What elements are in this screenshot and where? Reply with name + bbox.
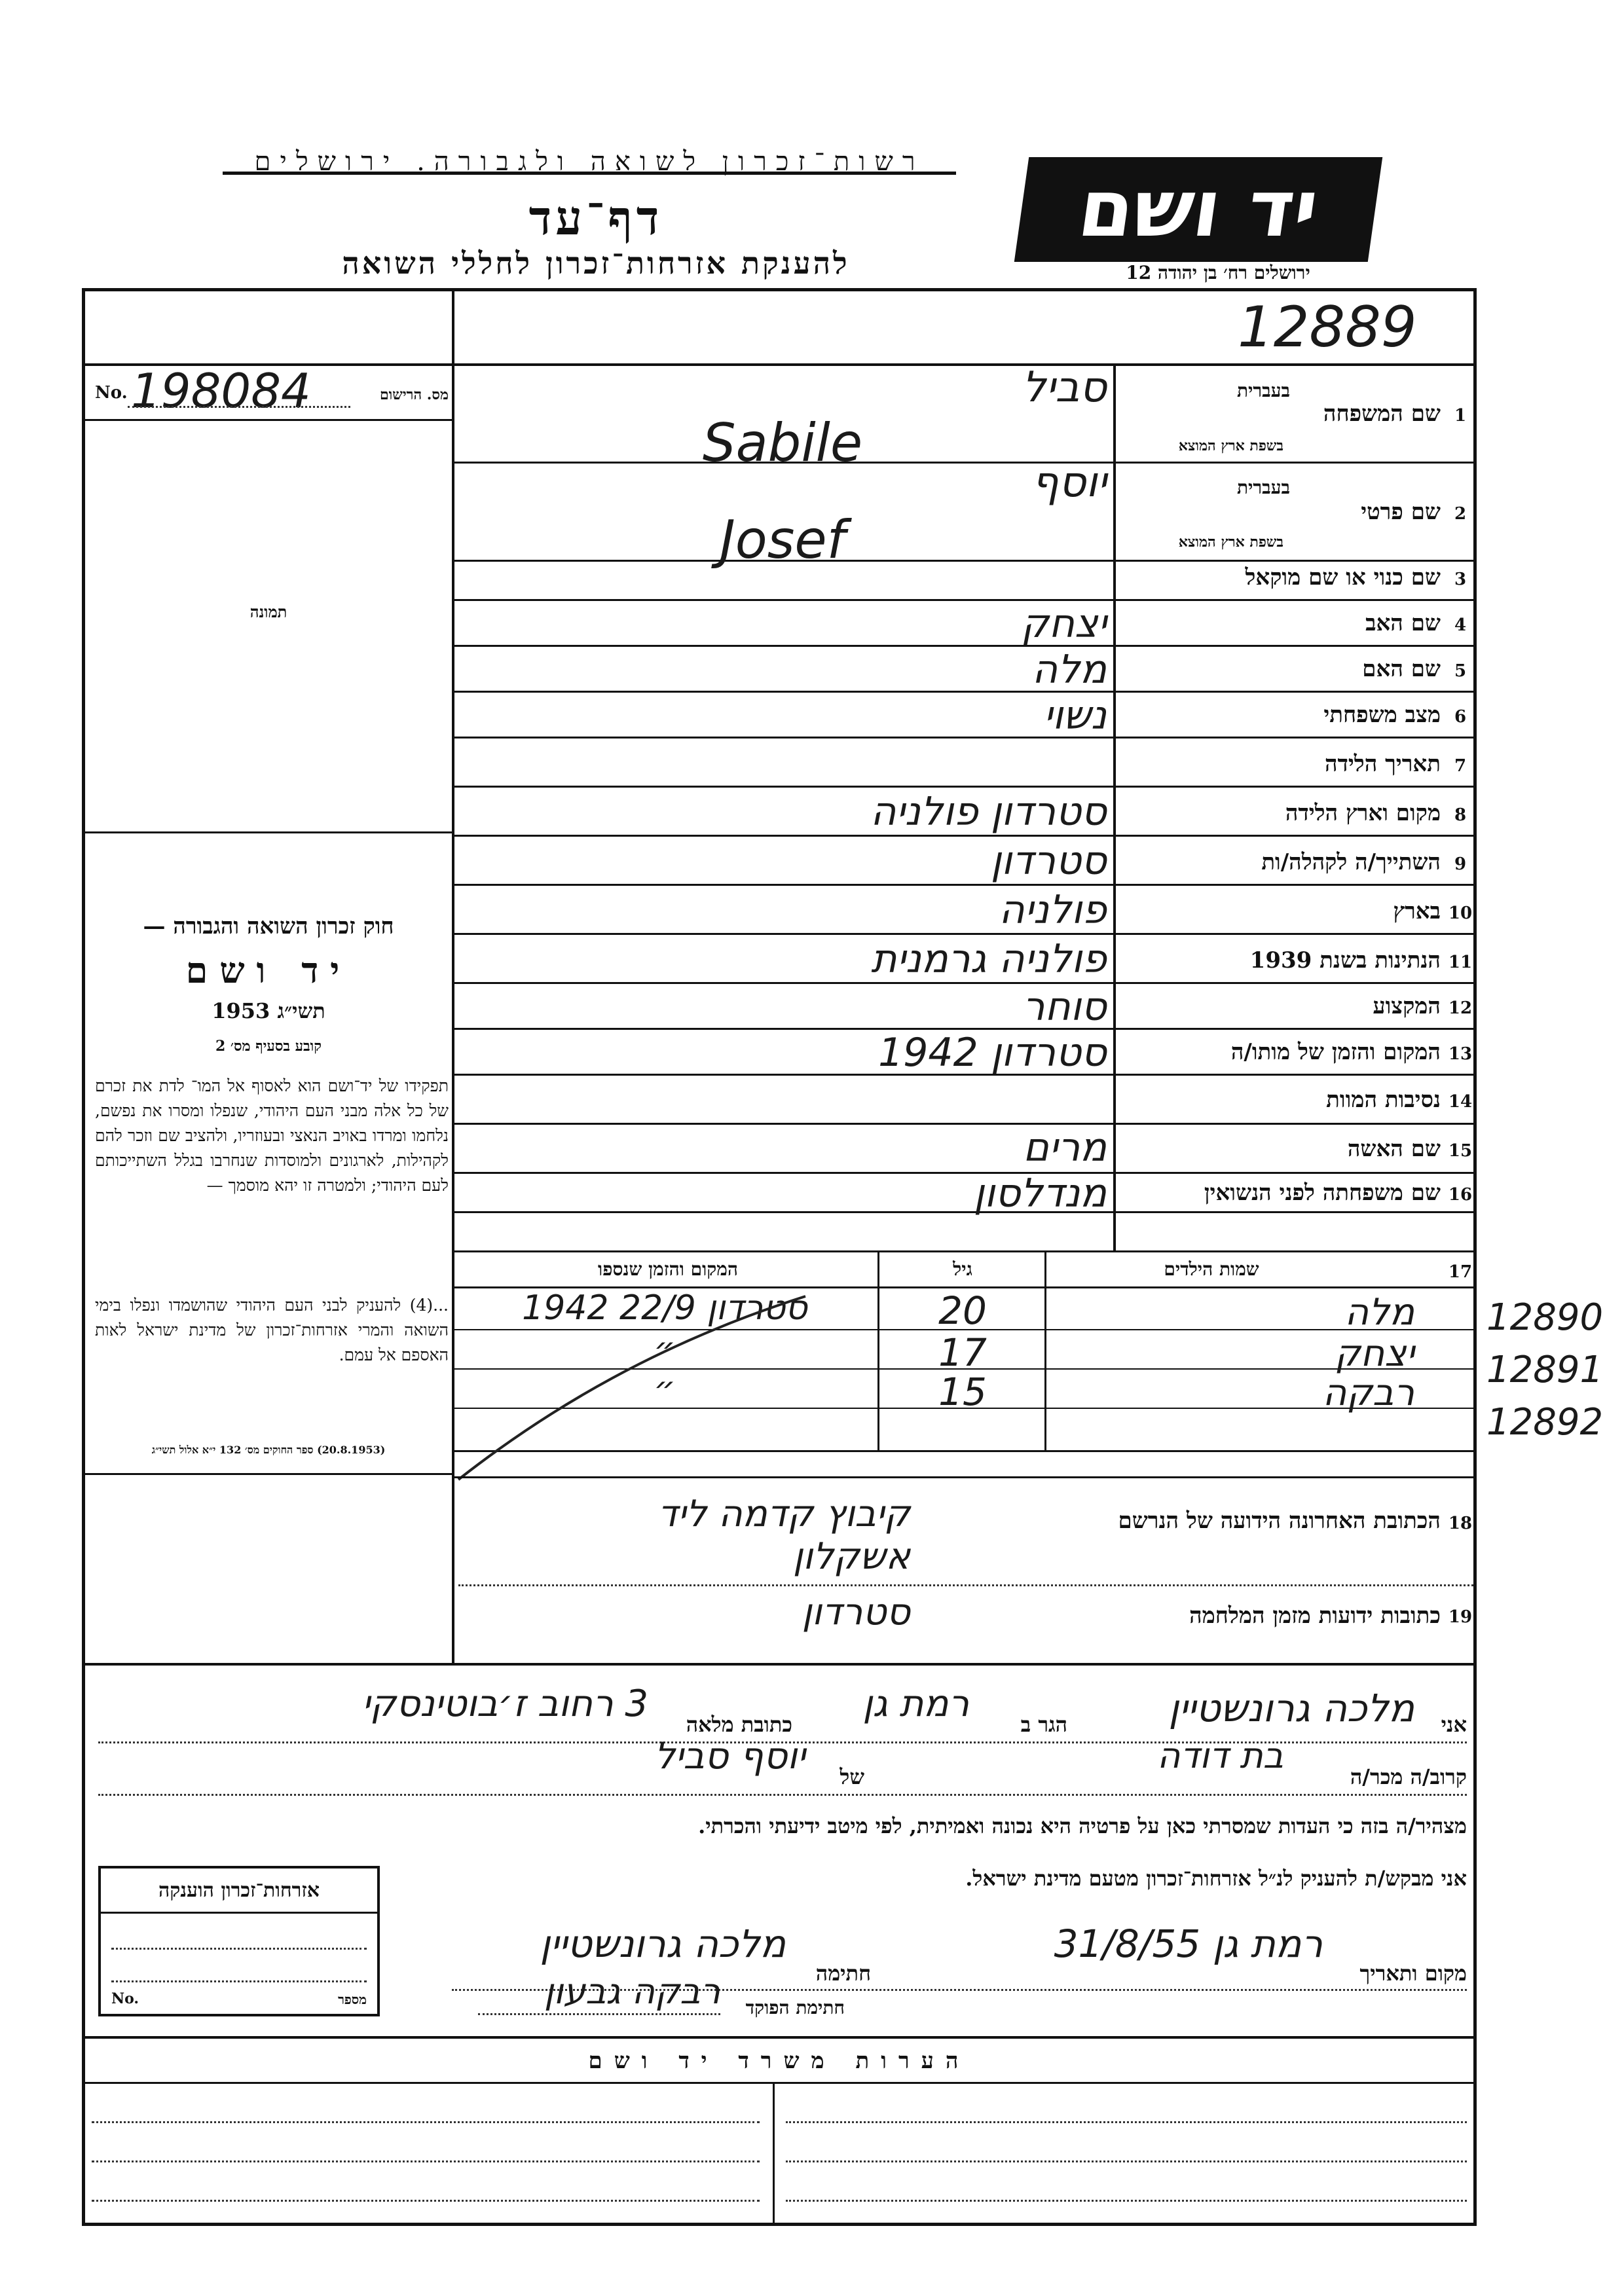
header-top-strip: רשות־זכרון לשואה ולגבורה. ירושלים <box>223 152 956 175</box>
header-address: ירושלים רח׳ בן יהודה 12 <box>1126 262 1310 283</box>
field-2-value-origin: Josef <box>720 509 845 570</box>
child-2-place: ״ <box>654 1330 676 1370</box>
field-19-value: סטרדון <box>802 1591 910 1633</box>
field-17-number: 17 <box>1448 1262 1473 1282</box>
decl-relative-value: בת דודה <box>1157 1735 1283 1776</box>
field-11-value: פולניה גרמנית <box>871 936 1107 982</box>
decl-resides-value: רמת גן <box>862 1683 969 1725</box>
decl-i-am-label: אני <box>1441 1712 1467 1737</box>
badge-number-prefix: No. <box>111 1990 139 2007</box>
badge-dotline-2 <box>111 1980 367 1982</box>
decl-line-2-dots <box>98 1794 1467 1796</box>
field-14-label: נסיבות המוות <box>1326 1087 1441 1113</box>
registration-divider <box>82 419 452 421</box>
decl-officer-signature-value: רבקה גבעון <box>544 1971 720 2012</box>
field-18-label: הכתובת האחרונה הידועה של הנרשם <box>1118 1508 1441 1534</box>
decl-full-address-value: 3 רחוב ז׳בוטינסקי <box>361 1683 648 1725</box>
registration-label: מס. הרישום <box>379 386 449 403</box>
field-6-label: מצב משפחתי <box>1323 702 1441 728</box>
field-2-number: 2 <box>1454 504 1467 524</box>
field-7-number: 7 <box>1454 756 1467 776</box>
law-text-2: ...(4) להעניק לבני העם היהודי שהושמדו ונפלו בימי השואה והמרי אזרחות־זכרון של מדינת ישראל לאות האספם אל עמם. <box>95 1296 449 1364</box>
law-name: יד ושם <box>185 949 352 991</box>
child-2-name: יצחק <box>1334 1332 1414 1375</box>
field-10-number: 10 <box>1448 903 1473 923</box>
field-12-label: המקצוע <box>1373 993 1441 1019</box>
child-1-age: 20 <box>938 1288 987 1333</box>
field-16-value: מנדלסון <box>973 1171 1107 1216</box>
field-18-dotline <box>458 1584 1473 1586</box>
badge-title-line <box>98 1912 380 1914</box>
field-13-number: 13 <box>1448 1044 1473 1064</box>
children-header-place: המקום והזמן שנספו <box>598 1258 738 1280</box>
decl-resides-label: הגר ב <box>1020 1712 1067 1737</box>
field-13-label: המקום והזמן של מותו/ה <box>1230 1039 1441 1065</box>
field-5-number: 5 <box>1454 661 1467 681</box>
field-1-value-origin: Sabile <box>702 412 863 473</box>
children-age-divider <box>877 1250 879 1450</box>
field-8-value: סטרדון פולניה <box>870 789 1107 835</box>
notes-left-dotline-1 <box>92 2121 760 2123</box>
badge-title: אזרחות־זכרון הוענקה <box>158 1879 320 1902</box>
decl-statement-1: מצהיר/ה בזה כי העדות שמסרתי כאן על פרטיה היא נכונה ואמיתית, לפי מיטב ידיעתי והכרתי. <box>698 1813 1467 1838</box>
photo-label: תמונה <box>249 602 287 621</box>
children-crossout-stroke <box>452 1290 819 1486</box>
decl-of-label: של <box>840 1764 864 1789</box>
field-1-number: 1 <box>1454 406 1467 426</box>
decl-place-date-value: רמת גן 31/8/55 <box>1054 1922 1323 1966</box>
notes-title: הערות משרד יד ושם <box>588 2048 970 2074</box>
child-3-name: רבקה <box>1322 1372 1414 1414</box>
notes-right-dotline-2 <box>786 2160 1467 2162</box>
decl-i-am-value: מלכה גרונשטיין <box>1168 1686 1414 1730</box>
field-19-number: 19 <box>1448 1607 1473 1627</box>
field-18-number: 18 <box>1448 1514 1473 1533</box>
photo-area-divider <box>82 831 452 833</box>
field-15-value: מרים <box>1023 1125 1107 1171</box>
field-19-label: כתובות ידועות מזמן המלחמה <box>1189 1603 1441 1629</box>
field-13-value: סטרדון 1942 <box>878 1030 1107 1076</box>
decl-relative-label: קרוב/ה מכר/ה <box>1350 1764 1467 1789</box>
notes-right-dotline-1 <box>786 2121 1467 2123</box>
child-1-name: מלה <box>1344 1291 1414 1334</box>
notes-left-dotline-2 <box>92 2160 760 2162</box>
notes-right-dotline-3 <box>786 2200 1467 2202</box>
field-16-number: 16 <box>1448 1185 1473 1205</box>
notes-center-divider <box>773 2082 775 2226</box>
field-14-number: 14 <box>1448 1092 1473 1112</box>
field-2-sub-hebrew: בעברית <box>1236 477 1290 498</box>
badge-number-label: מספר <box>338 1992 367 2007</box>
field-12-number: 12 <box>1448 998 1473 1018</box>
law-source: (20.8.1953) ספר החוקים מס׳ 132 י״א אלול תשי״ג <box>151 1444 386 1456</box>
notes-section-top <box>82 2036 1477 2039</box>
field-8-number: 8 <box>1454 805 1467 825</box>
decl-place-date-label: מקום ותאריך <box>1359 1961 1467 1986</box>
field-9-number: 9 <box>1454 854 1467 874</box>
field-9-value: סטרדון <box>990 838 1107 884</box>
child-3-place: ״ <box>654 1370 676 1409</box>
declaration-section-top <box>82 1663 1477 1666</box>
field-15-label: שם האשה <box>1347 1136 1441 1162</box>
field-2-label: שם פרטי <box>1361 499 1441 525</box>
top-number-stamp: 12889 <box>1238 295 1417 360</box>
page-title: דף־עד <box>528 190 663 246</box>
field-4-label: שם האב <box>1365 610 1441 636</box>
field-5-value: מלה <box>1031 647 1107 693</box>
child-2-side-id: 12891 <box>1486 1349 1604 1391</box>
decl-officer-dots <box>478 2013 720 2015</box>
field-6-value: נשוי <box>1043 693 1107 738</box>
children-name-divider <box>1044 1250 1046 1450</box>
field-1-sub-hebrew: בעברית <box>1236 380 1290 401</box>
field-2-value-hebrew: יוסף <box>1031 458 1107 507</box>
notes-title-line <box>82 2082 1477 2084</box>
yad-vashem-logo: יד ושם <box>1014 157 1382 262</box>
field-18-value: קיבוץ קדמה ליד אשקלון <box>657 1493 910 1578</box>
field-2-sub-origin: בשפת ארץ המוצא <box>1178 534 1283 551</box>
page-subtitle: להענקת אזרחות־זכרון לחללי השואה <box>342 246 850 281</box>
registration-no-prefix: No. <box>95 383 128 403</box>
child-1-place: סטרדון 22/9 1942 <box>522 1288 807 1328</box>
address-section-top <box>454 1476 1476 1478</box>
field-4-value: יצחק <box>1021 601 1107 647</box>
child-2-age: 17 <box>938 1330 987 1375</box>
field-15-number: 15 <box>1448 1141 1473 1161</box>
field-1-label: שם המשפחה <box>1323 401 1441 427</box>
field-7-label: תאריך הלידה <box>1324 751 1441 777</box>
field-1-sub-origin: בשפת ארץ המוצא <box>1178 437 1283 454</box>
field-4-number: 4 <box>1454 615 1467 635</box>
field-16-label: שם משפחתה לפני הנשואין <box>1204 1180 1441 1206</box>
field-9-label: השתייך/ה לקהלה/ות <box>1261 849 1441 875</box>
children-header-age: גיל <box>953 1258 972 1280</box>
decl-signature-label: חתימה <box>815 1961 871 1986</box>
field-8-label: מקום וארץ הלידה <box>1285 800 1441 826</box>
registration-dotline <box>128 406 350 408</box>
law-box-bottom <box>82 1473 452 1475</box>
decl-statement-2: אני מבקש/ת להעניק לנ״ל אזרחות־זכרון מטעם מדינת ישראל. <box>965 1866 1467 1891</box>
notes-left-dotline-3 <box>92 2200 760 2202</box>
law-title: חוק זכרון השואה והגבורה — <box>143 913 394 939</box>
law-text-1: תפקידו של יד־ושם הוא לאסוף אל המו־ לדת את זכרם של כל אלה מבני העם היהודי, שנפלו ומסרו את נפשם, נלחמו ומרדו באויב הנאצי ובעוזריו, ולהציב שם וזכר להם לקהילות, לארגונים ולמוסדות שנחרבו בגלל השתייכותם לעם היהודי; ולמטרה זו יהא מוסמך — <box>95 1076 449 1195</box>
field-3-label: שם כנוי או שם מוקאל <box>1245 564 1441 591</box>
field-3-number: 3 <box>1454 570 1467 589</box>
child-3-side-id: 12892 <box>1486 1401 1604 1444</box>
law-clause: קובע בסעיף מס׳ 2 <box>215 1038 322 1055</box>
registration-number: 198084 <box>131 363 311 418</box>
child-1-side-id: 12890 <box>1486 1296 1604 1339</box>
decl-officer-signature-label: חתימת הפוקד <box>745 1997 845 2018</box>
children-header-names: שמות הילדים <box>1164 1258 1259 1280</box>
decl-of-value: יוסף סביל <box>654 1735 805 1777</box>
field-11-number: 11 <box>1448 953 1473 972</box>
child-3-age: 15 <box>938 1370 987 1414</box>
field-10-label: בארץ <box>1393 898 1441 924</box>
law-year: תשי״ג 1953 <box>212 998 325 1023</box>
decl-signature-value: מלכה גרונשטיין <box>540 1922 786 1966</box>
field-5-label: שם האם <box>1362 656 1441 682</box>
field-11-label: הנתינות בשנת 1939 <box>1249 947 1441 974</box>
field-10-value: פולניה <box>999 887 1107 933</box>
decl-full-address-label: כתובת מלאה <box>686 1712 792 1737</box>
field-12-value: סוחר <box>1022 984 1107 1030</box>
field-1-value-hebrew: סביל <box>1022 363 1107 412</box>
badge-dotline-1 <box>111 1948 367 1950</box>
field-6-number: 6 <box>1454 707 1467 727</box>
